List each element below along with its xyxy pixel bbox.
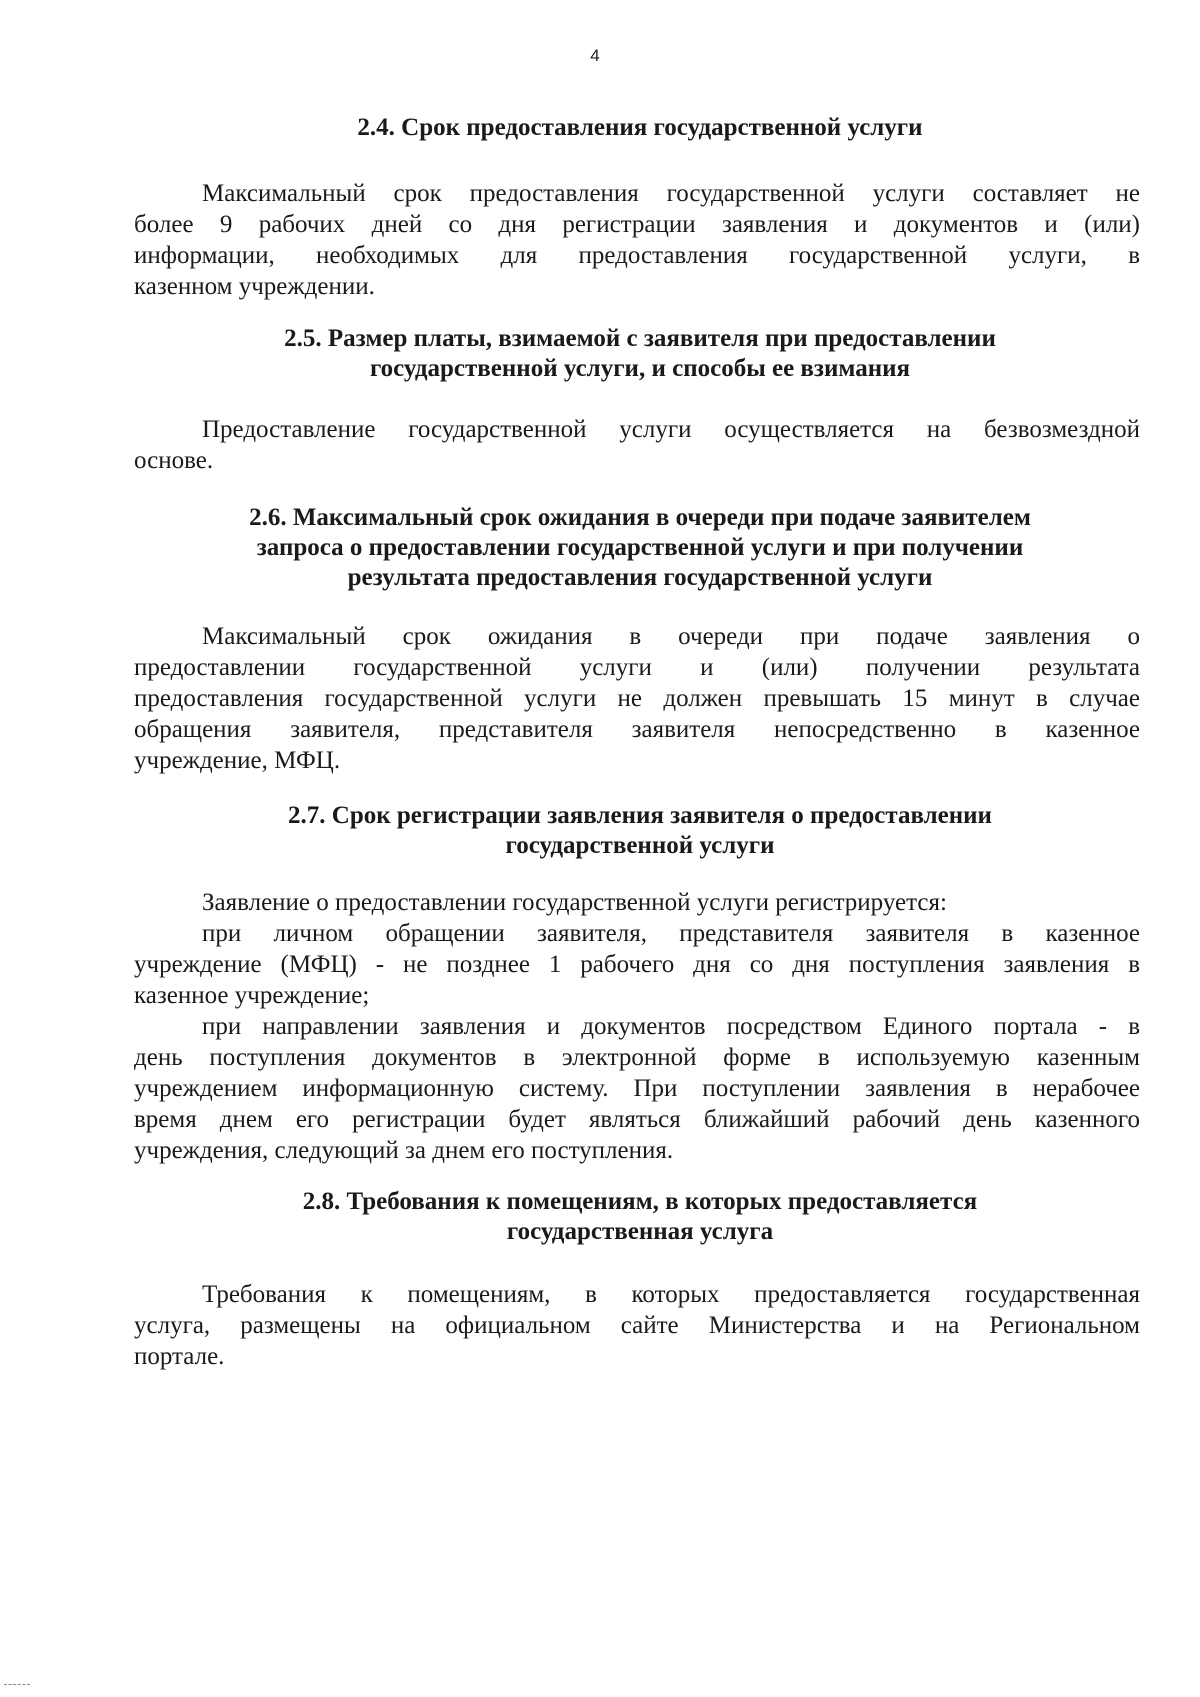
heading-line: 2.6. Максимальный срок ожидания в очереди при подаче заявителем xyxy=(249,504,1031,531)
text-line: учреждением информационную систему. При поступлении заявления в нерабочее xyxy=(134,1075,1140,1102)
section-heading-2-6 xyxy=(140,503,1140,593)
heading-line: государственной услуги, и способы ее взимания xyxy=(369,355,911,382)
text-line: Заявление о предоставлении государственной услуги регистрируется: xyxy=(202,889,947,916)
paragraph-2-5 xyxy=(134,414,1140,476)
paragraph-2-6 xyxy=(134,621,1140,776)
text-line: Предоставление государственной услуги осуществляется на безвозмездной xyxy=(202,416,1140,443)
text-line: Максимальный срок предоставления государственной услуги составляет не xyxy=(202,180,1140,207)
text-line: портале. xyxy=(134,1343,225,1370)
heading-line: результата предоставления государственной услуги xyxy=(347,564,933,591)
text-line: Максимальный срок ожидания в очереди при подаче заявления о xyxy=(202,623,1140,650)
section-heading-2-5 xyxy=(140,324,1140,384)
page-number: 4 xyxy=(590,46,600,65)
text-line: учреждение (МФЦ) - не позднее 1 рабочего дня со дня поступления заявления в xyxy=(134,951,1140,978)
text-line: при личном обращении заявителя, представителя заявителя в казенное xyxy=(202,920,1140,947)
paragraph-2-7 xyxy=(134,887,1140,1166)
text-line: обращения заявителя, представителя заявителя непосредственно в казенное xyxy=(134,716,1140,743)
text-line: при направлении заявления и документов посредством Единого портала - в xyxy=(202,1013,1140,1040)
text-line: учреждения, следующий за днем его поступления. xyxy=(134,1137,674,1164)
text-line: более 9 рабочих дней со дня регистрации заявления и документов и (или) xyxy=(134,211,1140,238)
paragraph-2-4 xyxy=(134,178,1140,302)
heading-line: 2.5. Размер платы, взимаемой с заявителя при предоставлении xyxy=(284,325,996,352)
section-heading-2-7 xyxy=(140,801,1140,861)
heading-line: 2.4. Срок предоставления государственной услуги xyxy=(357,114,923,141)
heading-line: 2.8. Требования к помещениям, в которых предоставляется xyxy=(302,1188,978,1215)
scan-edge-mark xyxy=(4,1684,30,1685)
text-line: предоставления государственной услуги не должен превышать 15 минут в случае xyxy=(134,685,1140,712)
heading-line: государственной услуги xyxy=(505,832,775,859)
paragraph-2-8 xyxy=(134,1279,1140,1372)
text-line: основе. xyxy=(134,447,214,474)
text-line: предоставлении государственной услуги и (или) получении результата xyxy=(134,654,1140,681)
text-line: Требования к помещениям, в которых предоставляется государственная xyxy=(202,1281,1140,1308)
heading-line: запроса о предоставлении государственной услуги и при получении xyxy=(256,534,1024,561)
text-line: время днем его регистрации будет являться ближайший рабочий день казенного xyxy=(134,1106,1140,1133)
heading-line: 2.7. Срок регистрации заявления заявителя о предоставлении xyxy=(288,802,992,829)
text-line: казенное учреждение; xyxy=(134,982,370,1009)
text-line: казенном учреждении. xyxy=(134,273,375,300)
text-line: день поступления документов в электронной форме в используемую казенным xyxy=(134,1044,1140,1071)
text-line: услуга, размещены на официальном сайте Министерства и на Региональном xyxy=(134,1312,1140,1339)
section-heading-2-8 xyxy=(140,1187,1140,1247)
text-line: учреждение, МФЦ. xyxy=(134,747,341,774)
section-heading-2-4 xyxy=(140,113,1140,143)
heading-line: государственная услуга xyxy=(506,1218,774,1245)
text-line: информации, необходимых для предоставления государственной услуги, в xyxy=(134,242,1140,269)
